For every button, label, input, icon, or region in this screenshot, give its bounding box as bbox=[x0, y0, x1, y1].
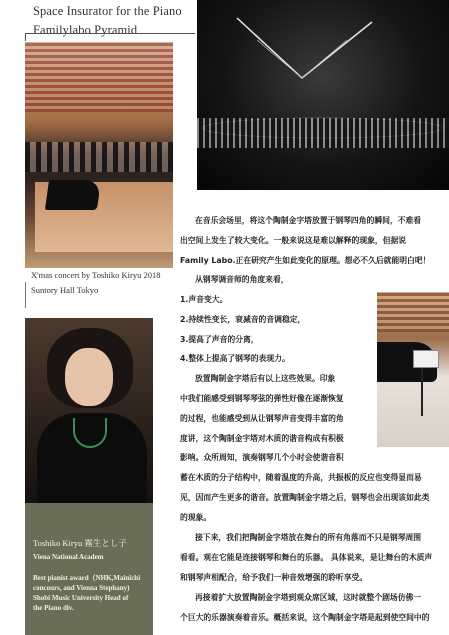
photo-caption-line1: X'mas concert by Toshiko Kiryu 2018 bbox=[31, 270, 161, 280]
pianist-portrait-photo bbox=[25, 318, 153, 503]
bio-name: Toshiko Kiryu 霧生とし子 bbox=[33, 538, 127, 548]
page-title-line2: Familylabo Pyramid bbox=[33, 23, 138, 37]
photo-caption-line2: Suntory Hall Tokyo bbox=[31, 285, 99, 295]
bio-award-line: Best pianist award（NHK,Mainichi bbox=[33, 574, 141, 582]
concert-hall-photo bbox=[25, 42, 173, 268]
article-line: 蓄在木质的分子结构中，随着温度的升高，共振板的反应也变得显而易 bbox=[180, 473, 422, 482]
stage-orchestra bbox=[197, 118, 449, 148]
orchestra-players bbox=[25, 142, 173, 172]
article-line: 1.声音变大。 bbox=[180, 295, 228, 304]
piano-hall-seats bbox=[377, 292, 449, 332]
article-line: 影响。众所周知，演奏钢琴几个小时会使谐音积 bbox=[180, 453, 344, 462]
bio-award-line: the Piano div. bbox=[33, 604, 74, 612]
article-line: Family Labo.正在研究产生如此变化的原理。想必不久后就能明白吧！ bbox=[180, 256, 431, 265]
article-line: 度讲，这个陶制金字塔对木质的谐音构成有积极 bbox=[180, 434, 344, 443]
pyramid-stage-photo bbox=[197, 0, 449, 190]
article-line: 2.持续性变长，衰减音的音调稳定， bbox=[180, 315, 306, 324]
pyramid-light-drawing bbox=[197, 0, 449, 190]
article-line: 的现象。 bbox=[180, 513, 212, 522]
article-line: 和钢琴声相配合，给予我们一种音效增强的聆听享受。 bbox=[180, 573, 368, 582]
page-title-line1: Space Insurator for the Piano bbox=[33, 4, 182, 18]
article-line: 的过程，也能感受到从让钢琴声音变得丰富的角 bbox=[180, 414, 344, 423]
article-line: 中我们能感受到钢琴琴弦的弹性好像在逐渐恢复 bbox=[180, 394, 344, 403]
article-line: 再接着扩大放置陶制金字塔到观众席区域，这时就整个剧场仿佛一 bbox=[195, 593, 422, 602]
portrait-face bbox=[65, 348, 113, 406]
bio-organization: Viena National Academ bbox=[33, 553, 104, 561]
article-line: 4.整体上提高了钢琴的表现力。 bbox=[180, 354, 290, 363]
bio-award-line: Shobi Music University Head of bbox=[33, 594, 129, 602]
stand-leg bbox=[421, 368, 423, 416]
article-line: 3.提高了声音的分离， bbox=[180, 335, 259, 344]
article-line: 在音乐会场里，将这个陶制金字塔放置于钢琴四角的瞬间，不难看 bbox=[195, 216, 422, 225]
grand-piano-photo bbox=[377, 292, 449, 447]
bio-award bbox=[33, 573, 147, 613]
caption-rule bbox=[25, 282, 26, 308]
pianist-bio-box bbox=[25, 503, 153, 635]
article-line: 接下来，我们把陶制金字塔放在舞台的所有角落而不只是钢琴周围 bbox=[195, 533, 422, 542]
title-frame-line bbox=[25, 33, 195, 41]
article-line: 出空间上发生了较大变化。一般来说这是难以解释的现象，但据说 bbox=[180, 236, 407, 245]
hall-seats bbox=[25, 42, 173, 112]
article-line: 放置陶制金字塔后有以上这些效果。印象 bbox=[195, 374, 336, 383]
grand-piano bbox=[45, 180, 101, 210]
article-line: 看看。观在它能是连接钢琴和舞台的乐器。 具体说来，是让舞台的木质声 bbox=[180, 553, 433, 562]
article-line: 从钢琴调音师的角度来看， bbox=[195, 275, 289, 284]
article-line: 见，因而产生更多的谐音。放置陶制金字塔之后，钢琴也会出现该如此类 bbox=[180, 493, 430, 502]
bio-award-line: concours, and Vienna Stephany) bbox=[33, 584, 130, 592]
article-line: 个巨大的乐器演奏着音乐。概括来说，这个陶制金字塔是起到使空间中的 bbox=[180, 613, 430, 622]
music-stand bbox=[413, 350, 439, 368]
